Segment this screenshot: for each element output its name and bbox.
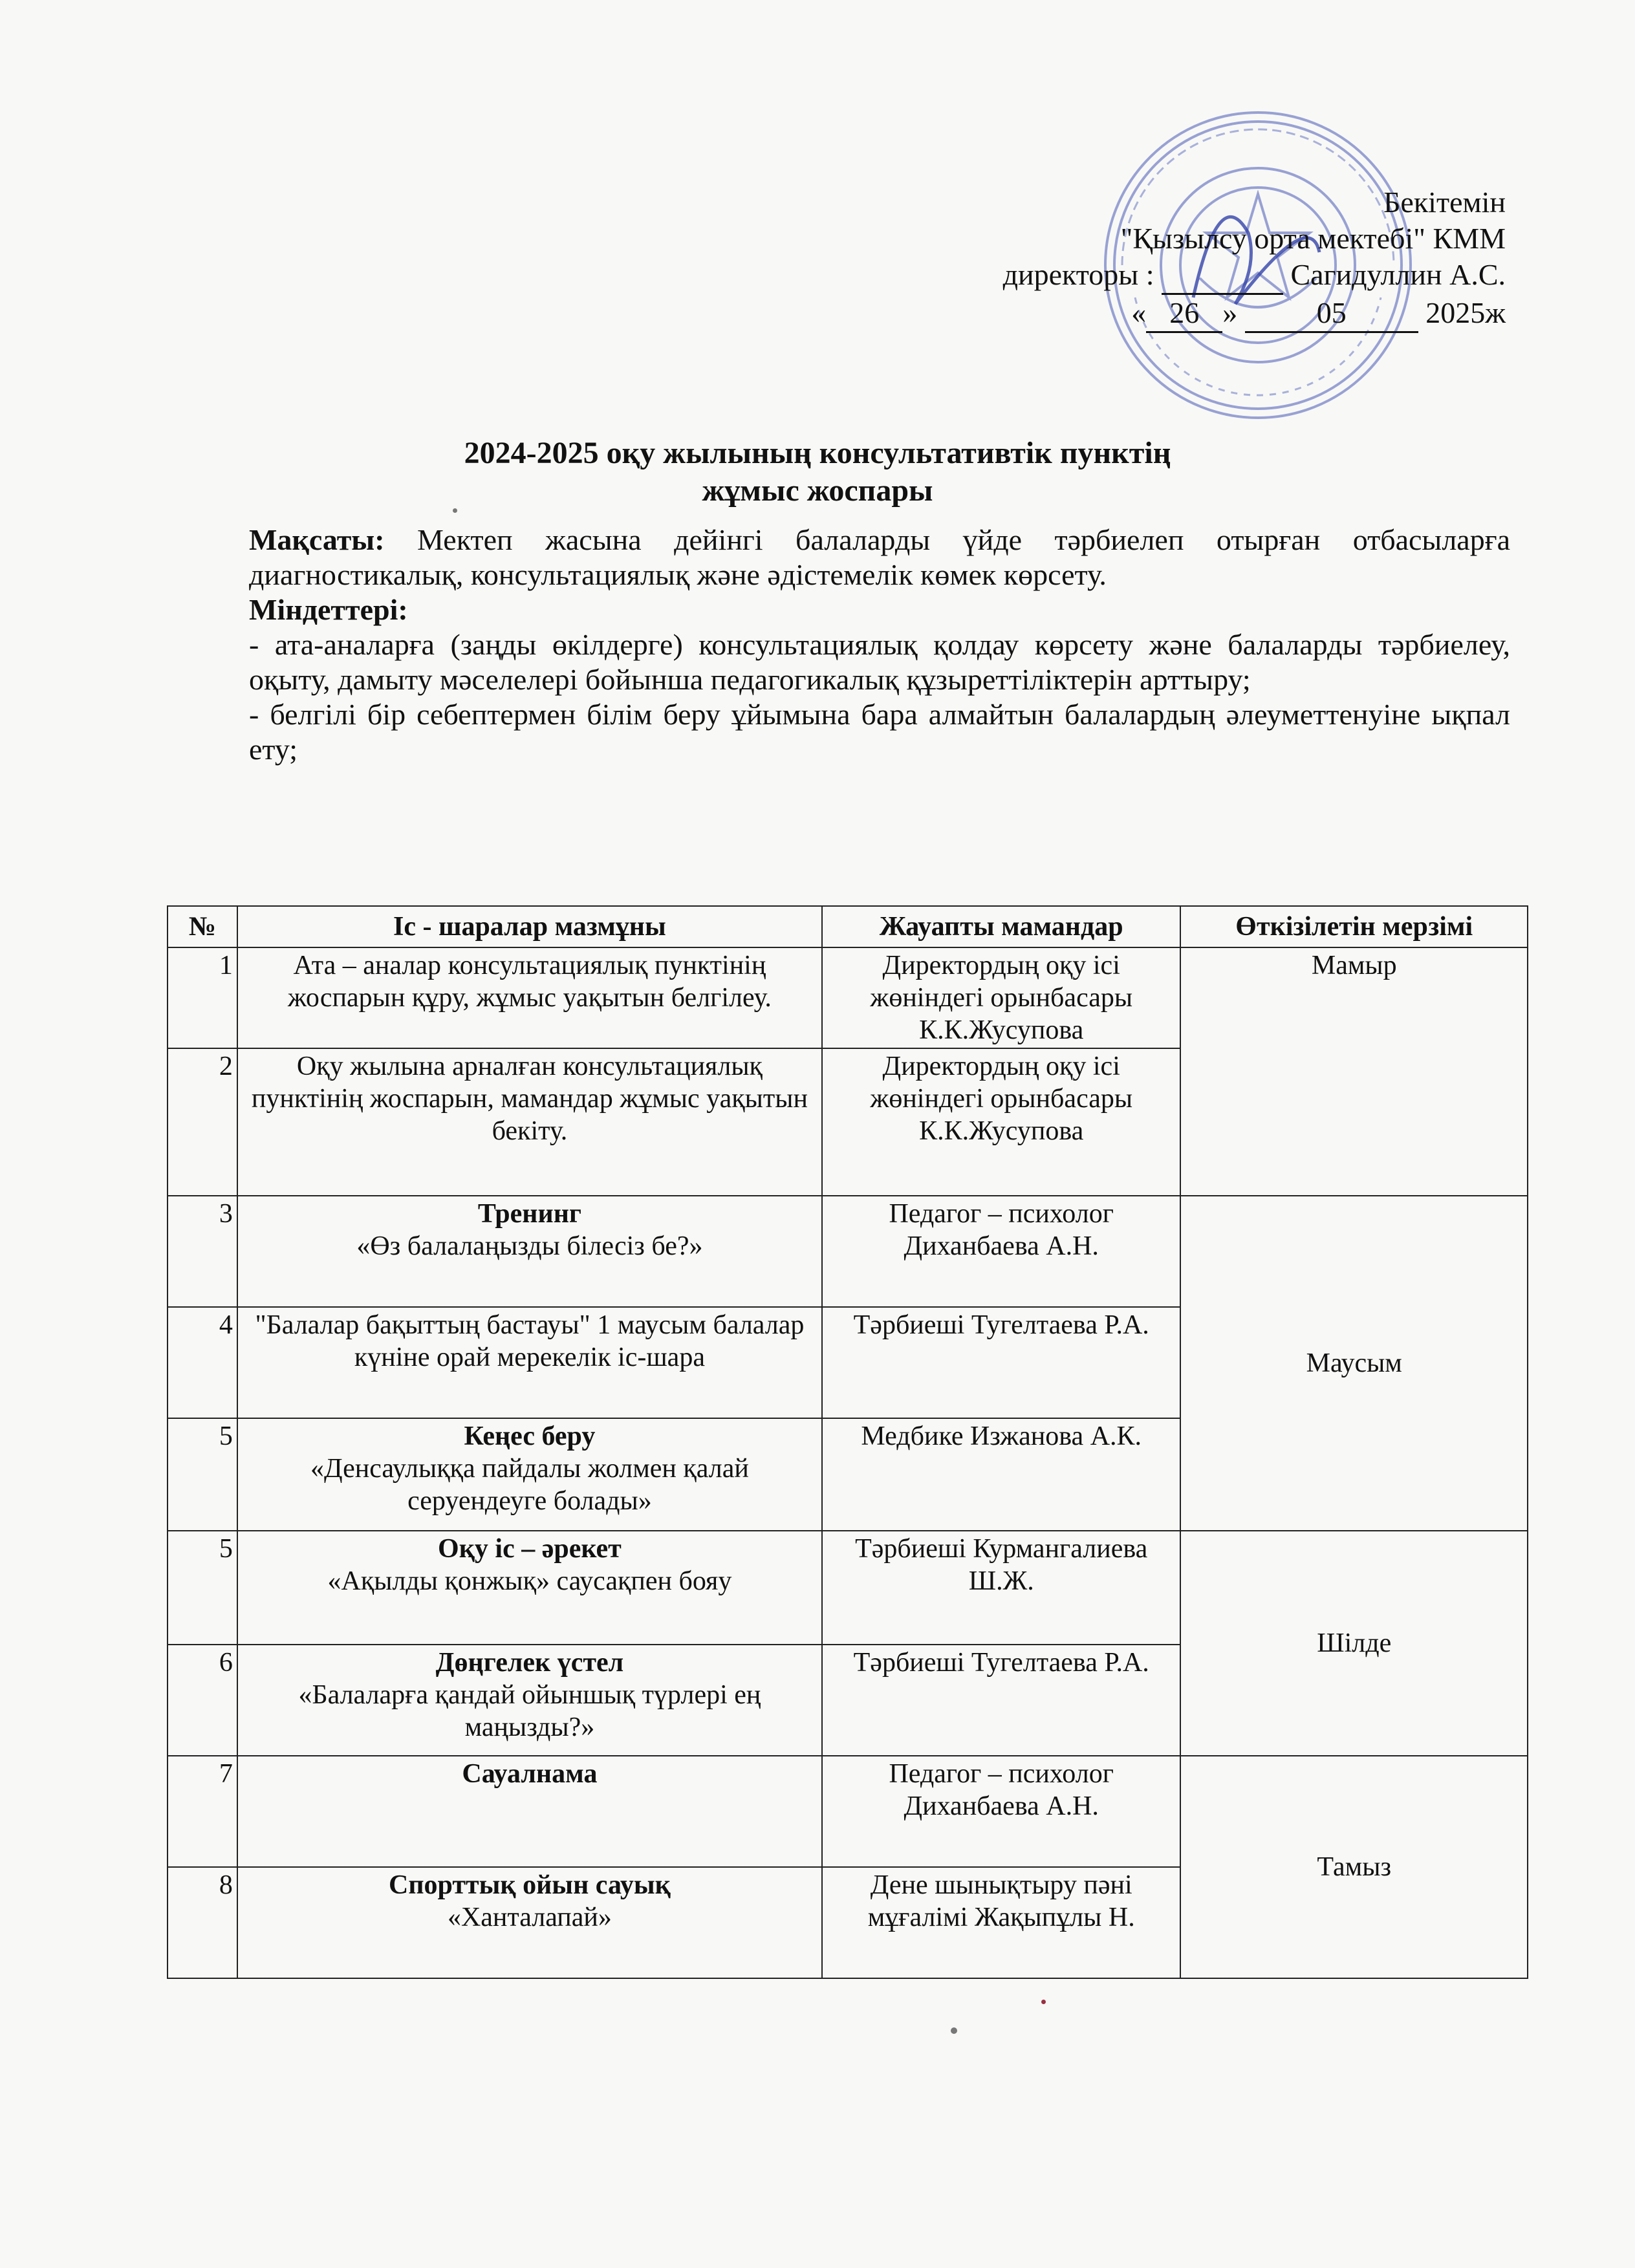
row-event	[237, 1756, 822, 1867]
table-row	[168, 1756, 1528, 1867]
row-number: 7	[168, 1756, 237, 1867]
scan-speck	[1041, 2000, 1046, 2004]
event-text: «Денсаулыққа пайдалы жолмен қалай серуендеуге болады»	[310, 1454, 749, 1516]
event-type: Спорттық ойын сауық	[389, 1870, 671, 1900]
term-cell: Шілде	[1180, 1531, 1528, 1756]
approval-heading: Бекітемін	[1383, 186, 1506, 219]
header-term: Өткізілетін мерзімі	[1180, 906, 1528, 947]
row-number: 8	[168, 1867, 237, 1978]
row-responsible: Дене шынықтыру пәні мұғалімі Жақыпұлы Н.	[822, 1867, 1181, 1978]
row-responsible: Директордың оқу ісі жөніндегі орынбасары К.К.Жусупова	[822, 947, 1181, 1048]
table-row	[168, 1196, 1528, 1307]
row-number: 1	[168, 947, 237, 1048]
task-item: - белгілі бір себептермен білім беру ұйымына бара алмайтын балалардың әлеуметтенуіне ықпал ету;	[249, 698, 1510, 766]
date-open: «	[1131, 296, 1147, 329]
row-responsible: Педагог – психолог Диханбаева А.Н.	[822, 1196, 1181, 1307]
director-prefix: директоры :	[1002, 258, 1154, 291]
event-text: «Өз балалаңызды білесіз бе?»	[356, 1231, 703, 1261]
goal-text: Мектеп жасына дейінгі балаларды үйде тәрбиелеп отырған отбасыларға диагностикалық, консультациялық және әдістемелік көмек көрсету.	[249, 523, 1510, 591]
row-number: 3	[168, 1196, 237, 1307]
header-responsible: Жауапты мамандар	[822, 906, 1181, 947]
task-item: - ата-аналарға (заңды өкілдерге) консультациялық қолдау көрсету және балаларды тәрбиелеу, оқыту, дамыту мәселелері бойынша педагогикалық құзыреттіліктерін арттыру;	[249, 628, 1510, 696]
table-row	[168, 947, 1528, 1048]
event-text: «Балаларға қандай ойыншық түрлері ең маңызды?»	[298, 1680, 761, 1742]
table-header-row	[168, 906, 1528, 947]
event-text: «Ханталапай»	[447, 1903, 612, 1932]
approval-block	[1003, 184, 1506, 333]
tasks-label	[249, 592, 1510, 627]
row-event	[237, 1307, 822, 1418]
event-text: Оқу жылына арналған консультациялық пунктінің жоспарын, мамандар жұмыс уақытын бекіту.	[251, 1052, 808, 1146]
row-responsible: Тәрбиеші Тугелтаева Р.А.	[822, 1307, 1181, 1418]
title-line-1: 2024-2025 оқу жылының консультативтік пунктің	[464, 436, 1171, 470]
term-cell: Мамыр	[1180, 947, 1528, 1196]
scan-speck	[951, 2027, 957, 2034]
row-event	[237, 1418, 822, 1531]
event-type: Дөңгелек үстел	[435, 1648, 624, 1678]
row-responsible: Медбике Изжанова А.К.	[822, 1418, 1181, 1531]
row-event	[237, 1867, 822, 1978]
director-line	[1003, 257, 1506, 295]
row-event	[237, 1196, 822, 1307]
event-type: Тренинг	[477, 1199, 581, 1229]
row-responsible: Тәрбиеші Курмангалиева Ш.Ж.	[822, 1531, 1181, 1645]
row-number: 5	[168, 1418, 237, 1531]
header-event: Іс - шаралар мазмұны	[237, 906, 822, 947]
row-number: 2	[168, 1048, 237, 1196]
date-mid: »	[1222, 296, 1238, 329]
director-name: Сагидуллин А.С.	[1290, 258, 1506, 291]
plan-table	[167, 905, 1528, 1979]
approval-date	[1003, 295, 1506, 333]
signature-blank	[1162, 257, 1283, 295]
date-month: 05	[1245, 295, 1418, 333]
table-row	[168, 1531, 1528, 1645]
event-text: «Ақылды қонжық» саусақпен бояу	[327, 1566, 732, 1596]
date-day: 26	[1146, 295, 1222, 333]
row-event	[237, 1048, 822, 1196]
scan-speck	[453, 508, 457, 513]
event-type: Оқу іс – әрекет	[438, 1534, 622, 1564]
row-number: 4	[168, 1307, 237, 1418]
event-text: "Балалар бақыттың бастауы" 1 маусым балалар күніне орай мерекелік іс-шара	[255, 1310, 805, 1372]
term-cell: Маусым	[1180, 1196, 1528, 1531]
goal-paragraph	[249, 523, 1510, 592]
event-type: Кеңес беру	[464, 1421, 596, 1451]
row-number: 5	[168, 1531, 237, 1645]
event-text: Ата – аналар консультациялық пунктінің жоспарын құру, жұмыс уақытын белгілеу.	[287, 951, 772, 1013]
goal-label: Мақсаты:	[249, 523, 385, 556]
title-line-2: жұмыс жоспары	[702, 473, 933, 508]
term-cell: Тамыз	[1180, 1756, 1528, 1978]
event-type: Сауалнама	[462, 1759, 598, 1789]
school-name: "Қызылсу орта мектебі" КММ	[1120, 222, 1506, 255]
row-responsible: Тәрбиеші Тугелтаева Р.А.	[822, 1645, 1181, 1756]
tasks-label-text: Міндеттері:	[249, 593, 408, 626]
date-year: 2025ж	[1425, 296, 1506, 329]
document-body	[249, 523, 1510, 767]
row-event	[237, 947, 822, 1048]
document-title	[0, 435, 1635, 510]
row-responsible: Директордың оқу ісі жөніндегі орынбасары К.К.Жусупова	[822, 1048, 1181, 1196]
header-number: №	[168, 906, 237, 947]
row-responsible: Педагог – психолог Диханбаева А.Н.	[822, 1756, 1181, 1867]
row-event	[237, 1645, 822, 1756]
row-event	[237, 1531, 822, 1645]
row-number: 6	[168, 1645, 237, 1756]
